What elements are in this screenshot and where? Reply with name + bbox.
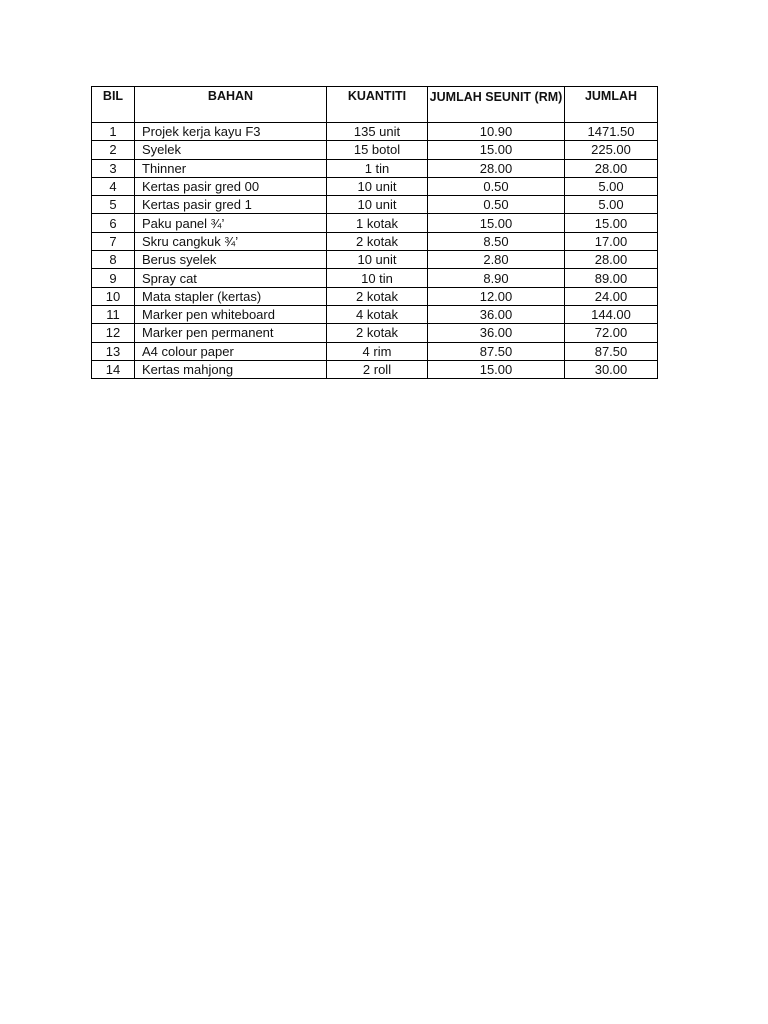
cell-kuantiti: 2 kotak (327, 287, 428, 305)
cell-bil: 8 (92, 251, 135, 269)
cell-bahan: Kertas pasir gred 1 (135, 196, 327, 214)
cell-bil: 1 (92, 123, 135, 141)
cell-bahan: Paku panel ¾’ (135, 214, 327, 232)
cell-kuantiti: 10 unit (327, 196, 428, 214)
table-row (92, 269, 658, 287)
cell-jumlah: 72.00 (565, 324, 658, 342)
cell-jumlah-seunit: 8.50 (428, 232, 565, 250)
cell-jumlah: 5.00 (565, 177, 658, 195)
cell-bahan: Marker pen permanent (135, 324, 327, 342)
table-row (92, 123, 658, 141)
cell-jumlah: 28.00 (565, 159, 658, 177)
cell-jumlah-seunit: 15.00 (428, 360, 565, 378)
cell-kuantiti: 4 kotak (327, 305, 428, 323)
header-jumlah: JUMLAH (565, 87, 658, 123)
cell-bil: 2 (92, 141, 135, 159)
cell-jumlah-seunit: 10.90 (428, 123, 565, 141)
cell-jumlah: 1471.50 (565, 123, 658, 141)
table-row (92, 232, 658, 250)
cell-jumlah: 144.00 (565, 305, 658, 323)
cell-bil: 14 (92, 360, 135, 378)
cell-jumlah-seunit: 2.80 (428, 251, 565, 269)
table-body (92, 123, 658, 379)
cell-bahan: Thinner (135, 159, 327, 177)
cell-bahan: A4 colour paper (135, 342, 327, 360)
cell-jumlah: 87.50 (565, 342, 658, 360)
header-jumlah-seunit: JUMLAH SEUNIT (RM) (428, 87, 565, 123)
cell-bahan: Kertas mahjong (135, 360, 327, 378)
cell-jumlah-seunit: 15.00 (428, 141, 565, 159)
header-kuantiti: KUANTITI (327, 87, 428, 123)
table-row (92, 360, 658, 378)
cell-bahan: Skru cangkuk ¾’ (135, 232, 327, 250)
header-bahan: BAHAN (135, 87, 327, 123)
table-row (92, 177, 658, 195)
cell-kuantiti: 4 rim (327, 342, 428, 360)
cell-kuantiti: 2 kotak (327, 232, 428, 250)
cell-jumlah-seunit: 0.50 (428, 196, 565, 214)
cell-bil: 12 (92, 324, 135, 342)
cell-bil: 5 (92, 196, 135, 214)
cell-kuantiti: 1 tin (327, 159, 428, 177)
cell-bil: 7 (92, 232, 135, 250)
cell-bahan: Mata stapler (kertas) (135, 287, 327, 305)
cell-kuantiti: 135 unit (327, 123, 428, 141)
cell-bil: 6 (92, 214, 135, 232)
cell-bil: 9 (92, 269, 135, 287)
table-row (92, 214, 658, 232)
cell-bahan: Spray cat (135, 269, 327, 287)
cell-bahan: Marker pen whiteboard (135, 305, 327, 323)
cell-kuantiti: 10 unit (327, 251, 428, 269)
cell-bahan: Berus syelek (135, 251, 327, 269)
cell-jumlah: 17.00 (565, 232, 658, 250)
cell-jumlah-seunit: 8.90 (428, 269, 565, 287)
cell-jumlah: 15.00 (565, 214, 658, 232)
table-header (92, 87, 658, 123)
header-row (92, 87, 658, 123)
cell-bahan: Projek kerja kayu F3 (135, 123, 327, 141)
cell-kuantiti: 1 kotak (327, 214, 428, 232)
cell-jumlah-seunit: 15.00 (428, 214, 565, 232)
table-row (92, 251, 658, 269)
cell-jumlah-seunit: 0.50 (428, 177, 565, 195)
cell-bil: 4 (92, 177, 135, 195)
cell-jumlah-seunit: 87.50 (428, 342, 565, 360)
cell-kuantiti: 10 unit (327, 177, 428, 195)
header-bil: BIL (92, 87, 135, 123)
table-row (92, 159, 658, 177)
table-row (92, 342, 658, 360)
cell-bil: 3 (92, 159, 135, 177)
cell-jumlah: 24.00 (565, 287, 658, 305)
cell-kuantiti: 2 roll (327, 360, 428, 378)
cell-bahan: Syelek (135, 141, 327, 159)
cell-jumlah-seunit: 36.00 (428, 305, 565, 323)
cell-jumlah-seunit: 12.00 (428, 287, 565, 305)
cell-kuantiti: 10 tin (327, 269, 428, 287)
table-row (92, 324, 658, 342)
cell-jumlah: 28.00 (565, 251, 658, 269)
table-row (92, 287, 658, 305)
table-row (92, 196, 658, 214)
cell-jumlah: 89.00 (565, 269, 658, 287)
cell-jumlah-seunit: 28.00 (428, 159, 565, 177)
cell-bahan: Kertas pasir gred 00 (135, 177, 327, 195)
materials-table (91, 86, 658, 379)
cell-bil: 11 (92, 305, 135, 323)
cell-jumlah-seunit: 36.00 (428, 324, 565, 342)
cell-jumlah: 30.00 (565, 360, 658, 378)
cell-bil: 13 (92, 342, 135, 360)
cell-jumlah: 225.00 (565, 141, 658, 159)
cell-kuantiti: 15 botol (327, 141, 428, 159)
table-row (92, 141, 658, 159)
table-row (92, 305, 658, 323)
cell-bil: 10 (92, 287, 135, 305)
cell-kuantiti: 2 kotak (327, 324, 428, 342)
cell-jumlah: 5.00 (565, 196, 658, 214)
